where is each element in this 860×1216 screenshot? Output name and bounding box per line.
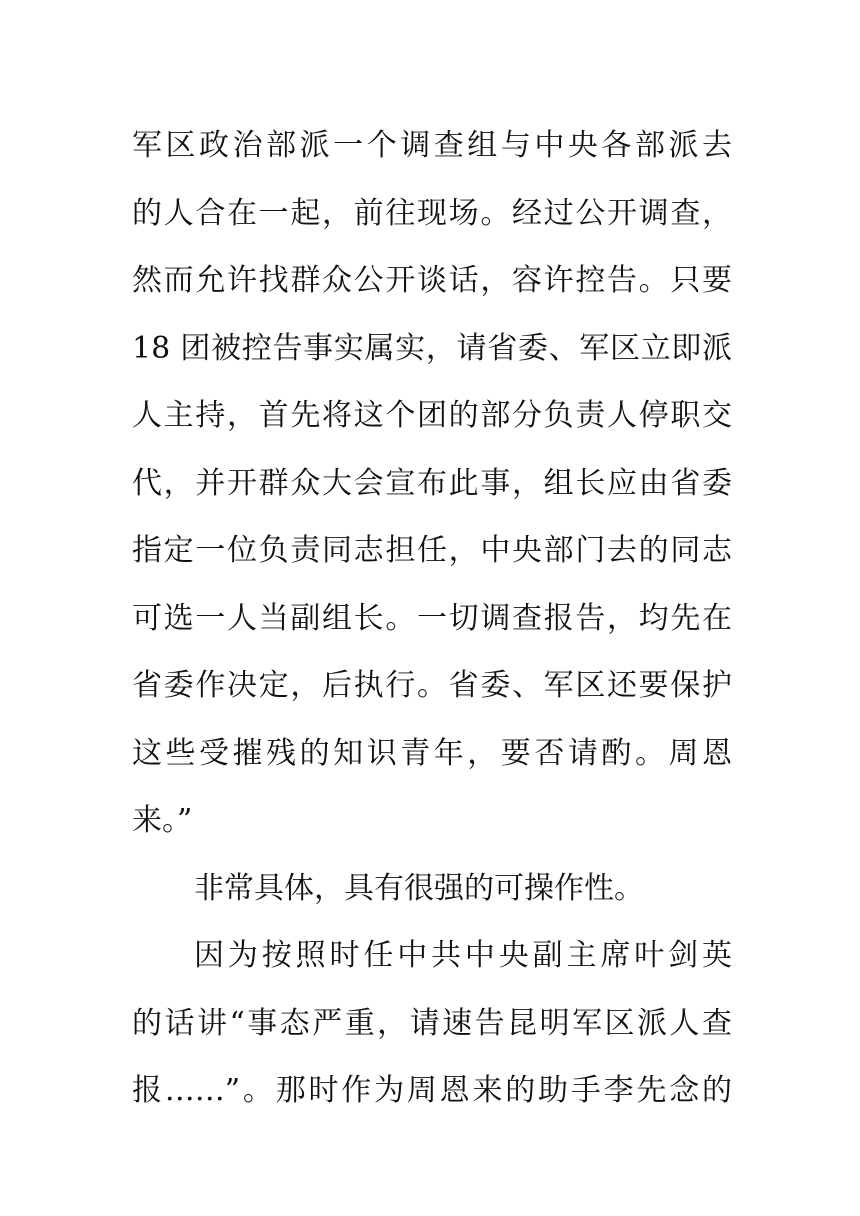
text-line: 来。” bbox=[132, 803, 193, 838]
paragraph-first-line: 因为按照时任中共中央副主席叶剑英 bbox=[194, 938, 732, 973]
text-line: 省委作决定，后执行。省委、军区还要保护 bbox=[132, 668, 732, 703]
text-line: 可选一人当副组长。一切调查报告，均先在 bbox=[132, 600, 732, 636]
text-line: 然而允许找群众公开谈话，容许控告。只要 bbox=[132, 263, 732, 298]
text-line: 的话讲“事态严重，请速告昆明军区派人查 bbox=[132, 1005, 732, 1041]
text-line: 这些受摧残的知识青年，要否请酌。周恩 bbox=[132, 735, 732, 771]
text-line: 军区政治部派一个调查组与中央各部派去 bbox=[132, 128, 732, 163]
text-line: 指定一位负责同志担任，中央部门去的同志 bbox=[132, 533, 732, 568]
text-line: 报……”。那时作为周恩来的助手李先念的 bbox=[132, 1073, 732, 1108]
text-line: 18 团被控告事实属实，请省委、军区立即派 bbox=[132, 330, 732, 366]
text-line: 代，并开群众大会宣布此事，组长应由省委 bbox=[132, 465, 732, 501]
paragraph-first-line: 非常具体，具有很强的可操作性。 bbox=[194, 870, 644, 906]
text-line: 的人合在一起，前往现场。经过公开调查， bbox=[132, 195, 732, 231]
body-text bbox=[132, 112, 732, 1125]
text-line: 人主持，首先将这个团的部分负责人停职交 bbox=[132, 398, 732, 433]
